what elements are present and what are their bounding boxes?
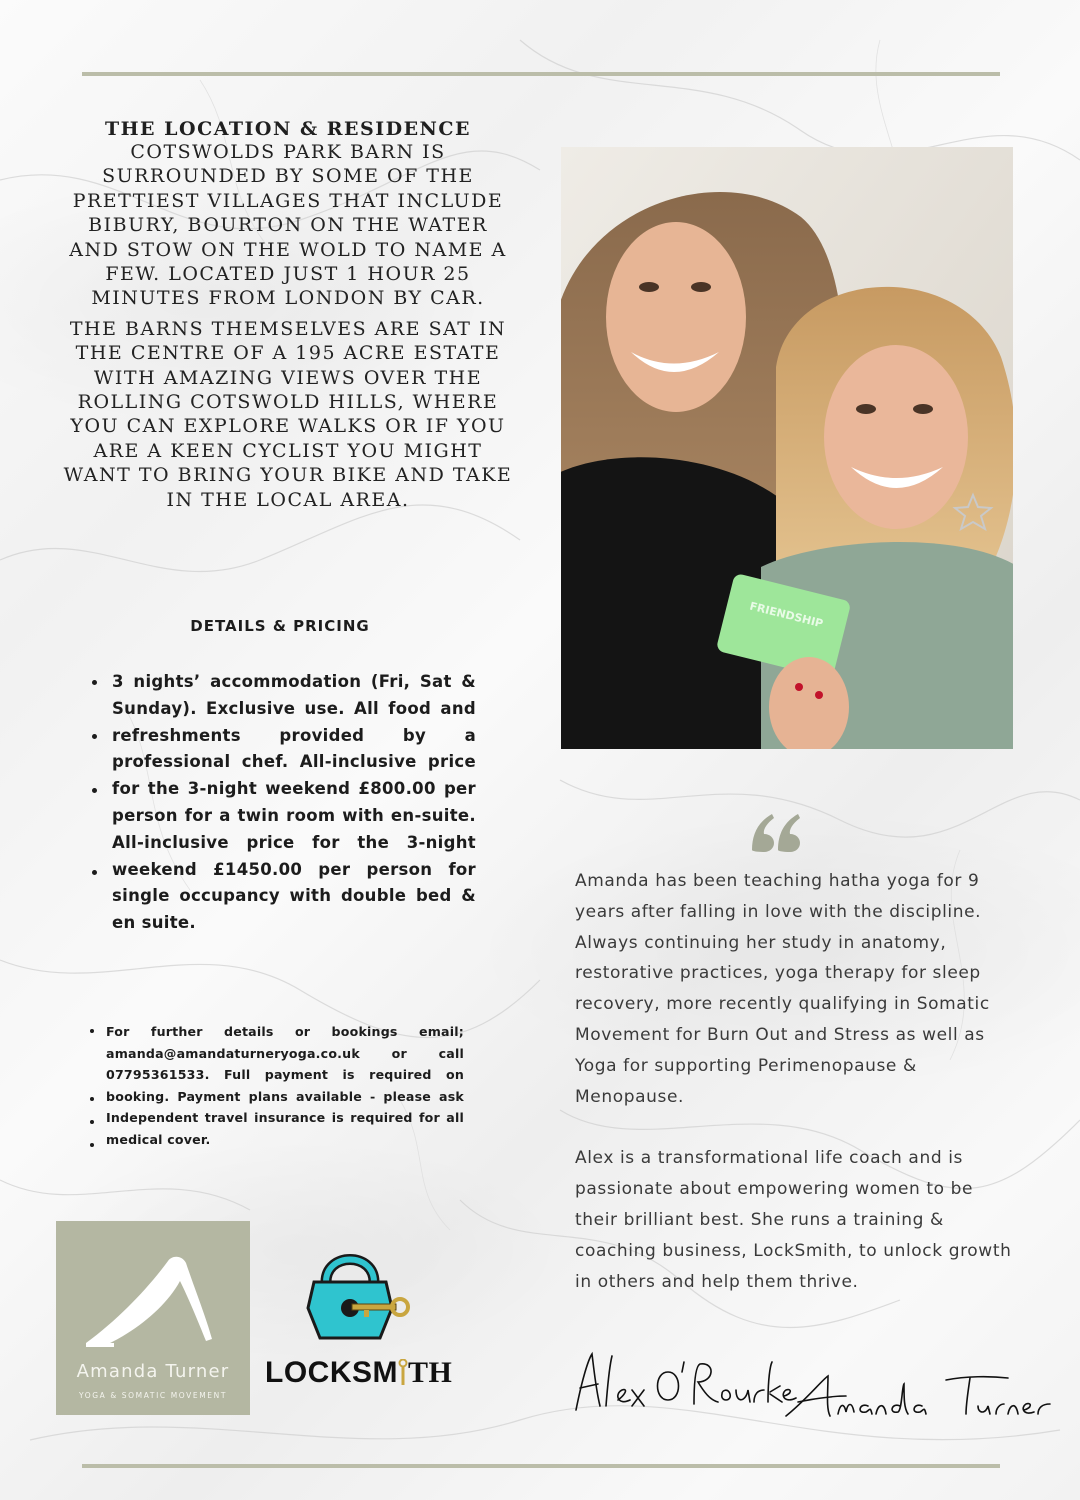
location-paragraph-2: THE BARNS THEMSELVES ARE SAT IN THE CENTRE OF A 195 ACRE ESTATE WITH AMAZING VIEWS OVER THE ROLLING COTSWOLD HILLS, WHERE YOU CAN EXPLORE WALKS OR IF YOU ARE A KEEN CYCLIST YOU MIGHT WANT TO BRING YOUR BIKE AND TAKE IN THE LOCAL AREA.: [63, 317, 513, 511]
location-section: [62, 118, 514, 518]
booking-text: For further details or bookings email; amanda@amandaturneryoga.co.uk or call 07795361533. Full payment is required on booking. Payment plans available - please ask Independent travel insurance is required for all medical cover.: [106, 1024, 464, 1147]
booking-info: [106, 1021, 464, 1150]
locksmith-wordmark-end: TH: [408, 1356, 453, 1389]
card-text: FRIENDSHIP: [748, 599, 825, 631]
top-divider: [82, 72, 1000, 76]
padlock-key-icon: [300, 1238, 410, 1348]
locksmith-wordmark: [265, 1356, 465, 1390]
bullet-dot: [92, 734, 97, 739]
bullet-dot: [92, 870, 97, 875]
location-heading: THE LOCATION & RESIDENCE: [104, 118, 472, 140]
amanda-logo-tagline: YOGA & SOMATIC MOVEMENT: [78, 1391, 228, 1400]
photo-illustration: [561, 147, 1013, 749]
bio-alex: Alex is a transformational life coach and is passionate about empowering women to be their brilliant best. She runs a training & coaching business, LockSmith, to unlock growth in others and help them thrive.: [575, 1148, 1012, 1292]
bullet-dot: [92, 680, 97, 685]
location-paragraph-1: COTSWOLDS PARK BARN IS SURROUNDED BY SOME OF THE PRETTIEST VILLAGES THAT INCLUDE BIBURY, BOURTON ON THE WATER AND STOW ON THE WOLD TO NAME A FEW. LOCATED JUST 1 HOUR 25 MINUTES FROM LONDON BY CAR.: [69, 141, 507, 310]
photo-two-women: [561, 147, 1013, 749]
bio-section: [575, 866, 1015, 1328]
pricing-details: [112, 669, 476, 937]
bio-amanda: Amanda has been teaching hatha yoga for 9 years after falling in love with the discipline. Always continuing her study in anatomy, restorative practices, yoga therapy for sleep recovery, more recently qualifying in Somatic Movement for Burn Out and Stress as well as Yoga for supporting Perimenopause & Menopause.: [575, 871, 990, 1107]
bullet-dot: [90, 1120, 94, 1124]
pricing-title: DETAILS & PRICING: [190, 617, 370, 635]
bullet-dot: [92, 788, 97, 793]
pricing-text: 3 nights’ accommodation (Fri, Sat & Sunday). Exclusive use. All food and refreshments provided by a professional chef. All-inclusive price for the 3-night weekend £800.00 per person for a twin room with en-suite. All-inclusive price for the 3-night weekend £1450.00 per person for single occupancy with double bed & en suite.: [112, 672, 476, 933]
locksmith-wordmark-start: LOCKSM: [265, 1356, 398, 1389]
bullet-dot: [90, 1097, 94, 1101]
bullet-dot: [90, 1029, 94, 1033]
signatures: [570, 1340, 1060, 1425]
bullet-dot: [90, 1143, 94, 1147]
amanda-logo-name: Amanda Turner: [76, 1361, 230, 1382]
amanda-turner-logo: [56, 1221, 250, 1415]
bottom-divider: [82, 1464, 1000, 1468]
locksmith-i-key-icon: [398, 1359, 408, 1385]
downward-dog-icon: [56, 1221, 250, 1361]
quote-icon: [748, 806, 804, 856]
